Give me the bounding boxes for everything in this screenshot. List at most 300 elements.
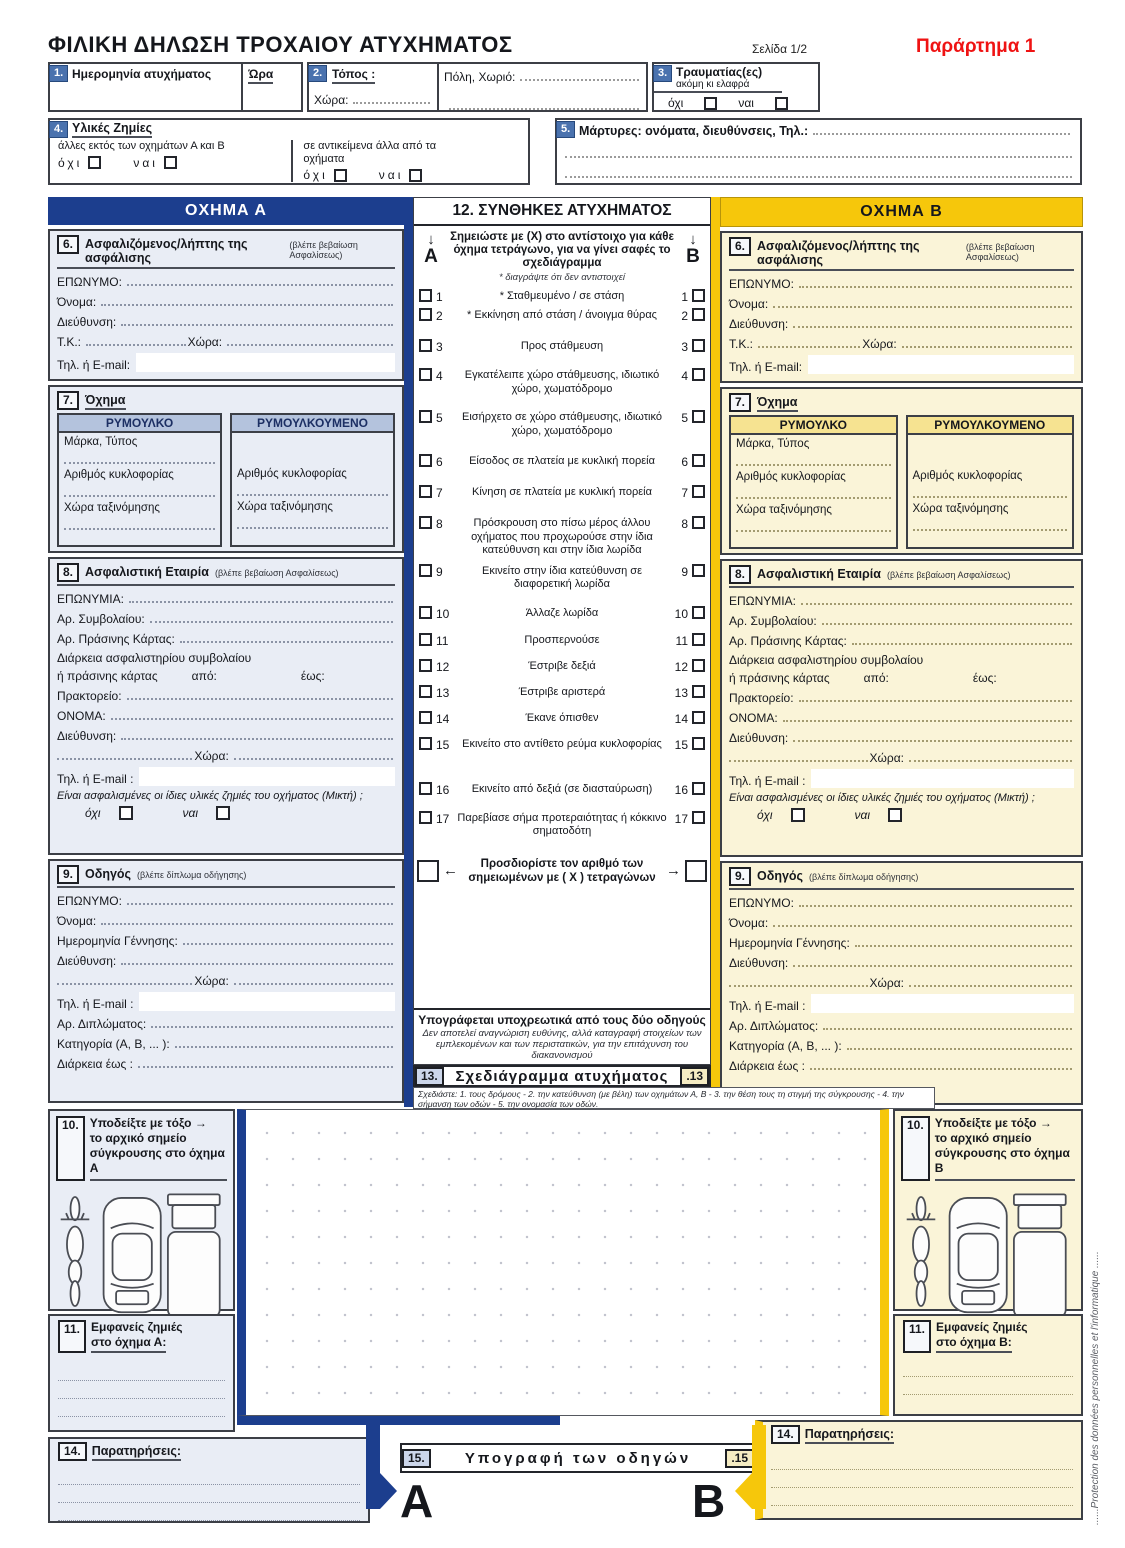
box14-number: 14. <box>771 1425 800 1444</box>
reg-number-label: Αριθμός κυκλοφορίας <box>736 471 846 483</box>
validity-label-2: ή πράσινης κάρτας <box>729 671 830 685</box>
valid-until-label: Διάρκεια έως : <box>729 1059 805 1073</box>
validity-label-2: ή πράσινης κάρτας <box>57 669 158 683</box>
cb-b-17[interactable] <box>692 811 705 824</box>
company-label: ΕΠΩΝΥΜΙΑ: <box>57 592 124 606</box>
licence-label: Αρ. Διπλώματος: <box>57 1017 147 1031</box>
sketch-title: Σχεδιάγραμμα ατυχήματος <box>455 1067 669 1085</box>
arrow-right-icon: → <box>194 1116 207 1130</box>
box6-number: 6. <box>729 237 751 256</box>
accident-time-label: Ώρα <box>243 64 301 110</box>
conditions-title: 12. ΣΥΝΘΗΚΕΣ ΑΤΥΧΗΜΑΤΟΣ <box>414 198 710 226</box>
fill-line <box>127 892 393 905</box>
box5-number: 5. <box>556 119 575 138</box>
cb-b-5[interactable] <box>692 410 705 423</box>
arrow-right-icon: → <box>666 862 681 879</box>
insurer-title-note: (βλέπε βεβαίωση Ασφαλίσεως) <box>886 570 1011 580</box>
cb-a-6[interactable] <box>419 454 432 467</box>
arrow-down-icon: ↓ <box>427 231 435 248</box>
fill-line <box>823 1017 1072 1030</box>
surname-label: ΕΠΩΝΥΜΟ: <box>57 275 122 289</box>
tractor-header: ΡΥΜΟΥΛΚΟ <box>731 417 896 435</box>
address-label: Διεύθυνση: <box>729 956 789 970</box>
address-label: Διεύθυνση: <box>57 729 117 743</box>
condition-row-6: 6 Είσοδος σε πλατεία με κυκλική πορεία 6 <box>414 454 710 469</box>
fill-line <box>793 729 1072 742</box>
page-number: Σελίδα 1/2 <box>752 42 808 56</box>
from-label: από: <box>863 671 889 685</box>
blue-bottom-bar <box>237 1416 560 1425</box>
fill-line <box>64 483 215 497</box>
box6b-insured <box>720 231 1083 383</box>
cb-b-8[interactable] <box>692 516 705 529</box>
injuries-yes-checkbox[interactable] <box>775 97 788 110</box>
box12-conditions <box>413 197 711 1065</box>
surname-label: ΕΠΩΝΥΜΟ: <box>729 896 794 910</box>
valid-until-label: Διάρκεια έως : <box>57 1057 133 1071</box>
comprehensive-yes-checkbox[interactable] <box>888 808 902 822</box>
box3-number: 3. <box>653 63 672 82</box>
damage-objects-label: σε αντικείμενα άλλα από τα οχήματα <box>303 140 437 165</box>
trailer-header: ΡΥΜΟΥΛΚΟΥΜΕΝΟ <box>232 415 393 433</box>
box3-injuries <box>652 62 820 112</box>
box13-sketch-header <box>413 1065 711 1087</box>
phone-input[interactable] <box>139 992 395 1011</box>
box9-number: 9. <box>729 867 751 886</box>
greencard-label: Αρ. Πράσινης Κάρτας: <box>729 634 847 648</box>
cb-a-8[interactable] <box>419 516 432 529</box>
address-label: Διεύθυνση: <box>57 954 117 968</box>
insurer-title: Ασφαλιστική Εταιρία <box>757 567 881 581</box>
to-label: έως: <box>972 671 997 685</box>
box4-number: 4. <box>49 119 68 138</box>
condition-row-2: 2 * Εκκίνηση από στάση / άνοιγμα θύρας 2 <box>414 308 710 323</box>
policy-label: Αρ. Συμβολαίου: <box>57 612 145 626</box>
fill-line <box>810 1057 1072 1070</box>
insurer-title: Ασφαλιστική Εταιρία <box>85 565 209 579</box>
make-label: Μάρκα, Τύπος <box>64 436 138 448</box>
box8-number: 8. <box>729 565 751 584</box>
phone-label: Τηλ. ή E-mail: <box>57 358 131 372</box>
policy-label: Αρ. Συμβολαίου: <box>729 614 817 628</box>
country-label: Χώρα: <box>194 749 229 763</box>
total-b-checkbox[interactable] <box>685 860 707 882</box>
box14-number: 14. <box>58 1442 87 1461</box>
cb-b-6[interactable] <box>692 454 705 467</box>
reg-number-label: Αριθμός κυκλοφορίας <box>237 468 347 480</box>
damage-vehicles-no-checkbox[interactable] <box>88 156 101 169</box>
box9-number: 9. <box>57 865 79 884</box>
licence-label: Αρ. Διπλώματος: <box>729 1019 819 1033</box>
fill-line <box>111 707 393 720</box>
address-label: Διεύθυνση: <box>57 315 117 329</box>
arrow-left-icon: ← <box>443 862 458 879</box>
remarks-label-a: Παρατηρήσεις: <box>92 1444 181 1461</box>
box7b-vehicle <box>720 387 1083 555</box>
cb-b-4[interactable] <box>692 368 705 381</box>
cb-a-12[interactable] <box>419 659 432 672</box>
fill-line <box>58 1503 360 1521</box>
box10b-impact-point <box>893 1109 1083 1311</box>
cb-b-9[interactable] <box>692 564 705 577</box>
cb-a-13[interactable] <box>419 685 432 698</box>
cb-b-12[interactable] <box>692 659 705 672</box>
name-label: Όνομα: <box>57 295 97 309</box>
to-label: έως: <box>300 669 325 683</box>
total-a-checkbox[interactable] <box>417 860 439 882</box>
tractor-box <box>729 415 898 549</box>
instruction-text: Σημειώστε με (Χ) στο αντίστοιχο για κάθε όχημα τετράγωνο, για να γίνει σαφές το σχεδιάγραμμα <box>450 231 674 269</box>
vehicle-silhouettes[interactable] <box>903 1189 1073 1323</box>
cb-b-15[interactable] <box>692 737 705 750</box>
reg-country-label: Χώρα ταξινόμησης <box>64 502 160 514</box>
no-label: όχι <box>668 96 684 110</box>
birthdate-label: Ημερομηνία Γέννησης: <box>729 936 850 950</box>
signature-letter-b[interactable]: B <box>692 1475 726 1527</box>
fill-line <box>101 293 393 306</box>
cb-a-10[interactable] <box>419 606 432 619</box>
condition-row-10: 10 Άλλαζε λωρίδα 10 <box>414 606 710 621</box>
no-label: όχι <box>303 168 328 182</box>
validity-label-1: Διάρκεια ασφαλιστηρίου συμβολαίου <box>729 653 924 667</box>
box1-number: 1. <box>49 63 68 82</box>
insured-title-note: (βλέπε βεβαίωση Ασφαλίσεως) <box>965 242 1035 262</box>
sketch-instructions: Σχεδιάστε: 1. τους δρόμους - 2. την κατεύθυνση (με βέλη) των οχημάτων Α, Β - 3. την θέση τους τη στιγμή της σύγκρουσης - 4. την σήμανση των οδών - 5. την ονομασία των οδών. <box>413 1087 935 1109</box>
fill-line <box>150 610 393 623</box>
damage-vehicles-yes-checkbox[interactable] <box>164 156 177 169</box>
place-label: Τόπος : <box>314 67 432 84</box>
comprehensive-no-checkbox[interactable] <box>791 808 805 822</box>
cb-b-7[interactable] <box>692 485 705 498</box>
name-label: Όνομα: <box>729 297 769 311</box>
yellow-divider-bar <box>711 197 720 1107</box>
surname-label: ΕΠΩΝΥΜΟ: <box>57 894 122 908</box>
fill-line <box>913 484 1068 498</box>
fill-line <box>237 515 388 529</box>
make-label: Μάρκα, Τύπος <box>736 438 810 450</box>
driver-title-note: (βλέπε δίπλωμα οδήγησης) <box>137 870 247 880</box>
trailer-box <box>230 413 395 547</box>
box6a-insured <box>48 229 404 381</box>
vehicle-silhouettes[interactable] <box>57 1189 227 1323</box>
fill-line <box>121 952 393 965</box>
yes-label: ναι <box>133 155 158 170</box>
accident-date-label: Ημερομηνία ατυχήματος <box>50 64 243 110</box>
cb-a-17[interactable] <box>419 811 432 824</box>
fill-line <box>565 140 1072 158</box>
condition-row-3: 3 Προς στάθμευση 3 <box>414 339 710 354</box>
box13-number-right: .13 <box>680 1067 709 1086</box>
postcode-label: Τ.Κ.: <box>729 337 754 351</box>
cb-b-2[interactable] <box>692 308 705 321</box>
fill-line <box>855 934 1072 947</box>
fill-line <box>736 485 891 499</box>
comprehensive-question: Είναι ασφαλισμένες οι ίδιες υλικές ζημιές του οχήματος (Μικτή) ; <box>57 790 363 802</box>
agency-label: Πρακτορείο: <box>57 689 122 703</box>
vehicle-a-column <box>48 197 404 1103</box>
arrow-down-icon: ↓ <box>689 231 697 248</box>
vehicle-b-header: ΟΧΗΜΑ Β <box>720 197 1083 227</box>
fill-line <box>58 1485 360 1503</box>
vehicle-title: Όχημα <box>85 393 125 410</box>
fill-line <box>57 747 192 760</box>
fill-line <box>180 630 393 643</box>
arrow-right-icon: → <box>1039 1116 1052 1130</box>
no-label: όχι <box>85 806 101 820</box>
injuries-sublabel: ακόμη κι ελαφρά <box>654 79 782 93</box>
fill-line <box>58 1467 360 1485</box>
damage-other-vehicles-label: άλλες εκτός των οχημάτων Α και Β <box>58 140 225 152</box>
reg-number-label: Αριθμός κυκλοφορίας <box>912 470 1023 482</box>
fill-line <box>121 313 393 326</box>
condition-row-15: 15 Εκινείτο στο αντίθετο ρεύμα κυκλοφορίας 15 <box>414 737 710 752</box>
fill-line <box>64 450 215 464</box>
fill-line <box>773 295 1072 308</box>
box15-number-right: .15 <box>725 1449 754 1468</box>
condition-row-16: 16 Εκινείτο από δεξιά (σε διασταύρωση) 16 <box>414 782 710 797</box>
phone-input[interactable] <box>136 353 395 372</box>
city-field <box>444 68 641 84</box>
country-label: Χώρα: <box>314 93 349 107</box>
country-label: Χώρα: <box>187 335 223 349</box>
fill-line <box>58 1399 225 1417</box>
phone-input[interactable] <box>811 769 1074 788</box>
fill-line <box>822 612 1072 625</box>
cb-a-3[interactable] <box>419 339 432 352</box>
driver-title-note: (βλέπε δίπλωμα οδήγησης) <box>809 872 919 882</box>
box5-witnesses <box>555 118 1082 185</box>
fill-line <box>852 632 1072 645</box>
page-title: ΦΙΛΙΚΗ ΔΗΛΩΣΗ ΤΡΟΧΑΙΟΥ ΑΤΥΧΗΜΑΤΟΣ <box>48 32 513 57</box>
box10-number: 10. <box>901 1116 930 1181</box>
impact-point-label-b: Υποδείξτε με τόξο → το αρχικό σημείο σύγκρουσης στο όχημα Β <box>935 1116 1075 1181</box>
phone-label: Τηλ. ή E-mail: <box>729 360 803 374</box>
comprehensive-question: Είναι ασφαλισμένες οι ίδιες υλικές ζημιές του οχήματος (Μικτή) ; <box>729 792 1035 804</box>
cb-b-11[interactable] <box>692 633 705 646</box>
agency-label: Πρακτορείο: <box>729 691 794 705</box>
damage-objects-no-checkbox[interactable] <box>334 169 347 182</box>
injuries-label: Τραυματίας(ες) <box>676 65 763 79</box>
reg-country-label: Χώρα ταξινόμησης <box>912 503 1009 515</box>
box7-number: 7. <box>729 393 751 412</box>
yellow-arrow-b-icon <box>734 1425 766 1525</box>
fill-line <box>903 1377 1073 1395</box>
cb-b-10[interactable] <box>692 606 705 619</box>
yes-label: ναι <box>738 96 754 110</box>
fill-line <box>847 1037 1072 1050</box>
fill-line <box>129 590 393 603</box>
fill-line <box>736 518 891 532</box>
fill-line <box>101 912 393 925</box>
company-label: ΕΠΩΝΥΜΙΑ: <box>729 594 796 608</box>
phone-label: Τηλ. ή E-mail : <box>729 774 806 788</box>
name-label: Όνομα: <box>729 916 769 930</box>
cb-a-7[interactable] <box>419 485 432 498</box>
insured-title: Ασφαλιζόμενος/λήπτης της ασφάλισης <box>757 239 920 267</box>
fill-line <box>183 932 393 945</box>
fill-line <box>909 749 1072 762</box>
cb-b-1[interactable] <box>692 289 705 302</box>
fill-line <box>813 122 1070 135</box>
category-label: Κατηγορία (Α, Β, ... ): <box>729 1039 842 1053</box>
driver-title: Οδηγός <box>85 867 132 881</box>
cb-a-5[interactable] <box>419 410 432 423</box>
cb-b-16[interactable] <box>692 782 705 795</box>
country-label: Χώρα: <box>869 976 905 990</box>
fill-line <box>127 273 393 286</box>
box8a-insurer <box>48 557 404 855</box>
box11b-visible-damage <box>893 1314 1083 1416</box>
fill-line <box>771 1470 1073 1488</box>
signature-notice <box>414 1008 710 1064</box>
box2-number: 2. <box>308 63 327 82</box>
cb-b-14[interactable] <box>692 711 705 724</box>
fill-line <box>902 335 1072 348</box>
total-marked-row <box>414 857 710 885</box>
driver-title: Οδηγός <box>757 869 804 883</box>
visible-damage-label-a: Εμφανείς ζημιές στο όχημα Α: <box>91 1320 182 1353</box>
fill-line <box>773 914 1072 927</box>
cb-a-9[interactable] <box>419 564 432 577</box>
reg-country-label: Χώρα ταξινόμησης <box>237 501 333 513</box>
condition-row-12: 12 Έστριβε δεξιά 12 <box>414 659 710 674</box>
fill-line <box>729 974 868 987</box>
condition-row-5: 5 Εισήρχετο σε χώρο στάθμευσης, ιδιωτικό χώρο, χωματόδρομο 5 <box>414 410 710 438</box>
signature-letter-a[interactable]: A <box>400 1475 434 1527</box>
box1-date <box>48 62 303 112</box>
insured-title-note: (βλέπε βεβαίωση Ασφαλίσεως) <box>289 240 358 260</box>
comprehensive-no-checkbox[interactable] <box>119 806 133 820</box>
cb-a-16[interactable] <box>419 782 432 795</box>
box2-place <box>307 62 648 112</box>
condition-row-13: 13 Έστριβε αριστερά 13 <box>414 685 710 700</box>
sign-required-note: Δεν αποτελεί αναγνώριση ευθύνης, αλλά καταγραφή στοιχείων των εμπλεκομένων και των περιστατικών, για την επιτάχυνση του διακανονισμού <box>422 1028 702 1061</box>
trailer-header: ΡΥΜΟΥΛΚΟΥΜΕΝΟ <box>908 417 1073 435</box>
agent-name-label: ΟΝΟΜΑ: <box>57 709 106 723</box>
witnesses-label: Μάρτυρες: ονόματα, διευθύνσεις, Τηλ.: <box>579 124 809 138</box>
box11-number: 11. <box>58 1320 86 1353</box>
postcode-label: Τ.Κ.: <box>57 335 82 349</box>
no-label: όχι <box>757 808 773 822</box>
phone-input[interactable] <box>808 355 1074 374</box>
box14a-remarks <box>48 1437 370 1523</box>
remarks-label-b: Παρατηρήσεις: <box>805 1427 894 1444</box>
box7-number: 7. <box>57 391 79 410</box>
box9b-driver <box>720 861 1083 1105</box>
fill-line <box>799 689 1072 702</box>
condition-row-4: 4 Εγκατέλειπε χώρο στάθμευσης, ιδιωτικό χώρο, χωματόδρομο 4 <box>414 368 710 396</box>
sketch-canvas[interactable] <box>237 1109 889 1416</box>
country-label: Χώρα: <box>862 337 897 351</box>
city-label: Πόλη, Χωριό: <box>444 70 516 84</box>
fill-line <box>234 972 393 985</box>
fill-line <box>565 160 1072 178</box>
condition-row-14: 14 Έκανε όπισθεν 14 <box>414 711 710 726</box>
sign-required-label: Υπογράφεται υποχρεωτικά από τους δύο οδηγούς <box>418 1013 706 1027</box>
greencard-label: Αρ. Πράσινης Κάρτας: <box>57 632 175 646</box>
place-country-field <box>314 91 432 107</box>
fill-line <box>237 482 388 496</box>
fill-line <box>909 974 1072 987</box>
fill-line <box>729 749 868 762</box>
fill-line <box>58 1363 225 1381</box>
condition-row-9: 9 Εκινείτο στην ίδια κατεύθυνση σε διαφορετική λωρίδα 9 <box>414 564 710 592</box>
phone-input[interactable] <box>139 767 395 786</box>
box4-material-damage <box>48 118 530 185</box>
annex-label: Παράρτημα 1 <box>916 36 1036 57</box>
box7a-vehicle <box>48 385 404 553</box>
cb-b-13[interactable] <box>692 685 705 698</box>
fill-line <box>801 592 1072 605</box>
address-label: Διεύθυνση: <box>729 317 789 331</box>
condition-row-7: 7 Κίνηση σε πλατεία με κυκλική πορεία 7 <box>414 485 710 500</box>
visible-damage-label-b: Εμφανείς ζημιές στο όχημα Β: <box>936 1320 1027 1353</box>
cb-b-3[interactable] <box>692 339 705 352</box>
phone-label: Τηλ. ή E-mail : <box>729 999 806 1013</box>
box6-number: 6. <box>57 235 79 254</box>
blue-divider-bar <box>404 197 413 1107</box>
box13-number-left: 13. <box>415 1067 444 1086</box>
box15-signatures <box>400 1443 756 1473</box>
fill-line <box>793 954 1072 967</box>
cb-a-1[interactable] <box>419 289 432 302</box>
fill-line <box>234 747 393 760</box>
box9a-driver <box>48 859 404 1103</box>
condition-row-17: 17 Παρεβίασε σήμα προτεραιότητας ή κόκκινο σηματοδότη 17 <box>414 811 710 839</box>
fill-line <box>175 1035 393 1048</box>
box8-number: 8. <box>57 563 79 582</box>
fill-line <box>138 1055 393 1068</box>
box8b-insurer <box>720 559 1083 857</box>
fill-line <box>127 687 393 700</box>
insured-title: Ασφαλιζόμενος/λήπτης της ασφάλισης <box>85 237 248 265</box>
fill-line <box>799 894 1072 907</box>
fill-line <box>121 727 393 740</box>
reg-number-label: Αριθμός κυκλοφορίας <box>64 469 174 481</box>
phone-input[interactable] <box>811 994 1074 1013</box>
fill-line <box>903 1359 1073 1377</box>
insurer-title-note: (βλέπε βεβαίωση Ασφαλίσεως) <box>214 568 339 578</box>
cb-a-4[interactable] <box>419 368 432 381</box>
fill-line <box>227 333 393 346</box>
column-b-marker: ↓ B <box>680 231 706 266</box>
agent-name-label: ΟΝΟΜΑ: <box>729 711 778 725</box>
box14b-remarks <box>755 1420 1083 1520</box>
vehicle-b-column <box>720 197 1083 1105</box>
box10a-impact-point <box>48 1109 235 1311</box>
comprehensive-yes-checkbox[interactable] <box>216 806 230 820</box>
tractor-header: ΡΥΜΟΥΛΚΟ <box>59 415 220 433</box>
fill-line <box>520 68 639 81</box>
condition-row-1: 1 * Σταθμευμένο / σε στάση 1 <box>414 289 710 304</box>
vehicle-a-header: ΟΧΗΜΑ Α <box>48 197 404 225</box>
privacy-note: ......Protection des données personnelles et l'informatique ...... <box>1090 1251 1101 1525</box>
conditions-instruction <box>414 226 710 270</box>
cb-a-14[interactable] <box>419 711 432 724</box>
phone-label: Τηλ. ή E-mail : <box>57 772 134 786</box>
cb-a-11[interactable] <box>419 633 432 646</box>
cb-a-15[interactable] <box>419 737 432 750</box>
fill-line <box>57 972 192 985</box>
damage-objects-yes-checkbox[interactable] <box>409 169 422 182</box>
validity-label-1: Διάρκεια ασφαλιστηρίου συμβολαίου <box>57 651 252 665</box>
cb-a-2[interactable] <box>419 308 432 321</box>
reg-country-label: Χώρα ταξινόμησης <box>736 504 832 516</box>
injuries-no-checkbox[interactable] <box>704 97 717 110</box>
impact-point-label-a: Υποδείξτε με τόξο → το αρχικό σημείο σύγκρουσης στο όχημα Α <box>90 1116 227 1181</box>
fill-line <box>799 275 1072 288</box>
fill-line <box>771 1488 1073 1506</box>
